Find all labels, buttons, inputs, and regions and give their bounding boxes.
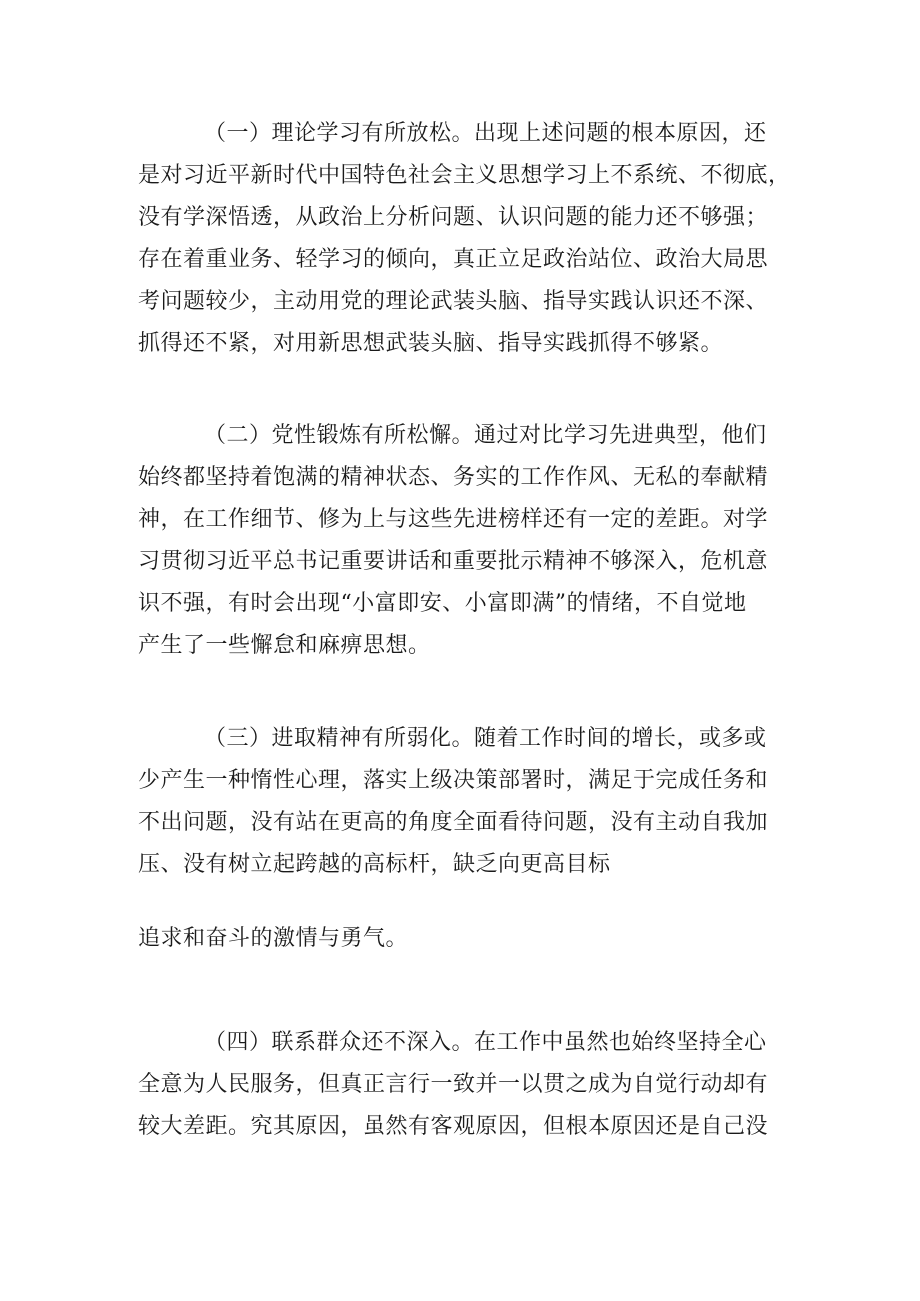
text-line: （四）联系群众还不深入。在工作中虽然也始终坚持全心 — [204, 1030, 767, 1055]
text-line: 存在着重业务、轻学习的倾向，真正立足政治站位、政治大局思 — [138, 247, 769, 272]
text-line: 全意为人民服务，但真正言行一致并一以贯之成为自觉行动却有 — [138, 1072, 769, 1097]
text-line: 抓得还不紧，对用新思想武装头脑、指导实践抓得不够紧。 — [138, 331, 724, 356]
text-line: 神，在工作细节、修为上与这些先进榜样还有一定的差距。对学 — [138, 507, 769, 532]
text-line: 较大差距。究其原因，虽然有客观原因，但根本原因还是自己没 — [138, 1114, 769, 1139]
text-line: 是对习近平新时代中国特色社会主义思想学习上不系统、不彻底， — [138, 163, 791, 188]
text-line: （一）理论学习有所放松。出现上述问题的根本原因，还 — [204, 121, 767, 146]
text-line: 压、没有树立起跨越的高标杆，缺乏向更高目标 — [138, 852, 611, 877]
text-line: （三）进取精神有所弱化。随着工作时间的增长，或多或 — [204, 726, 767, 751]
paragraph-3 — [138, 718, 798, 886]
text-line: 考问题较少，主动用党的理论武装头脑、指导实践认识还不深、 — [138, 289, 769, 314]
text-line: 识不强，有时会出现“小富即安、小富即满”的情绪，不自觉地 — [138, 591, 747, 616]
paragraph-3-continuation — [138, 918, 798, 960]
text-line: 没有学深悟透，从政治上分析问题、认识问题的能力还不够强； — [138, 205, 769, 230]
paragraph-1 — [138, 113, 798, 365]
paragraph-4 — [138, 1022, 798, 1148]
text-line: 少产生一种惰性心理，落实上级决策部署时，满足于完成任务和 — [138, 768, 769, 793]
text-line: （二）党性锻炼有所松懈。通过对比学习先进典型，他们 — [204, 423, 767, 448]
text-line: 习贯彻习近平总书记重要讲话和重要批示精神不够深入，危机意 — [138, 549, 769, 574]
text-line: 产生了一些懈怠和麻痹思想。 — [138, 633, 431, 658]
text-line: 追求和奋斗的激情与勇气。 — [138, 926, 409, 951]
text-line: 始终都坚持着饱满的精神状态、务实的工作作风、无私的奉献精 — [138, 465, 769, 490]
paragraph-2 — [138, 415, 798, 667]
text-line: 不出问题，没有站在更高的角度全面看待问题，没有主动自我加 — [138, 810, 769, 835]
